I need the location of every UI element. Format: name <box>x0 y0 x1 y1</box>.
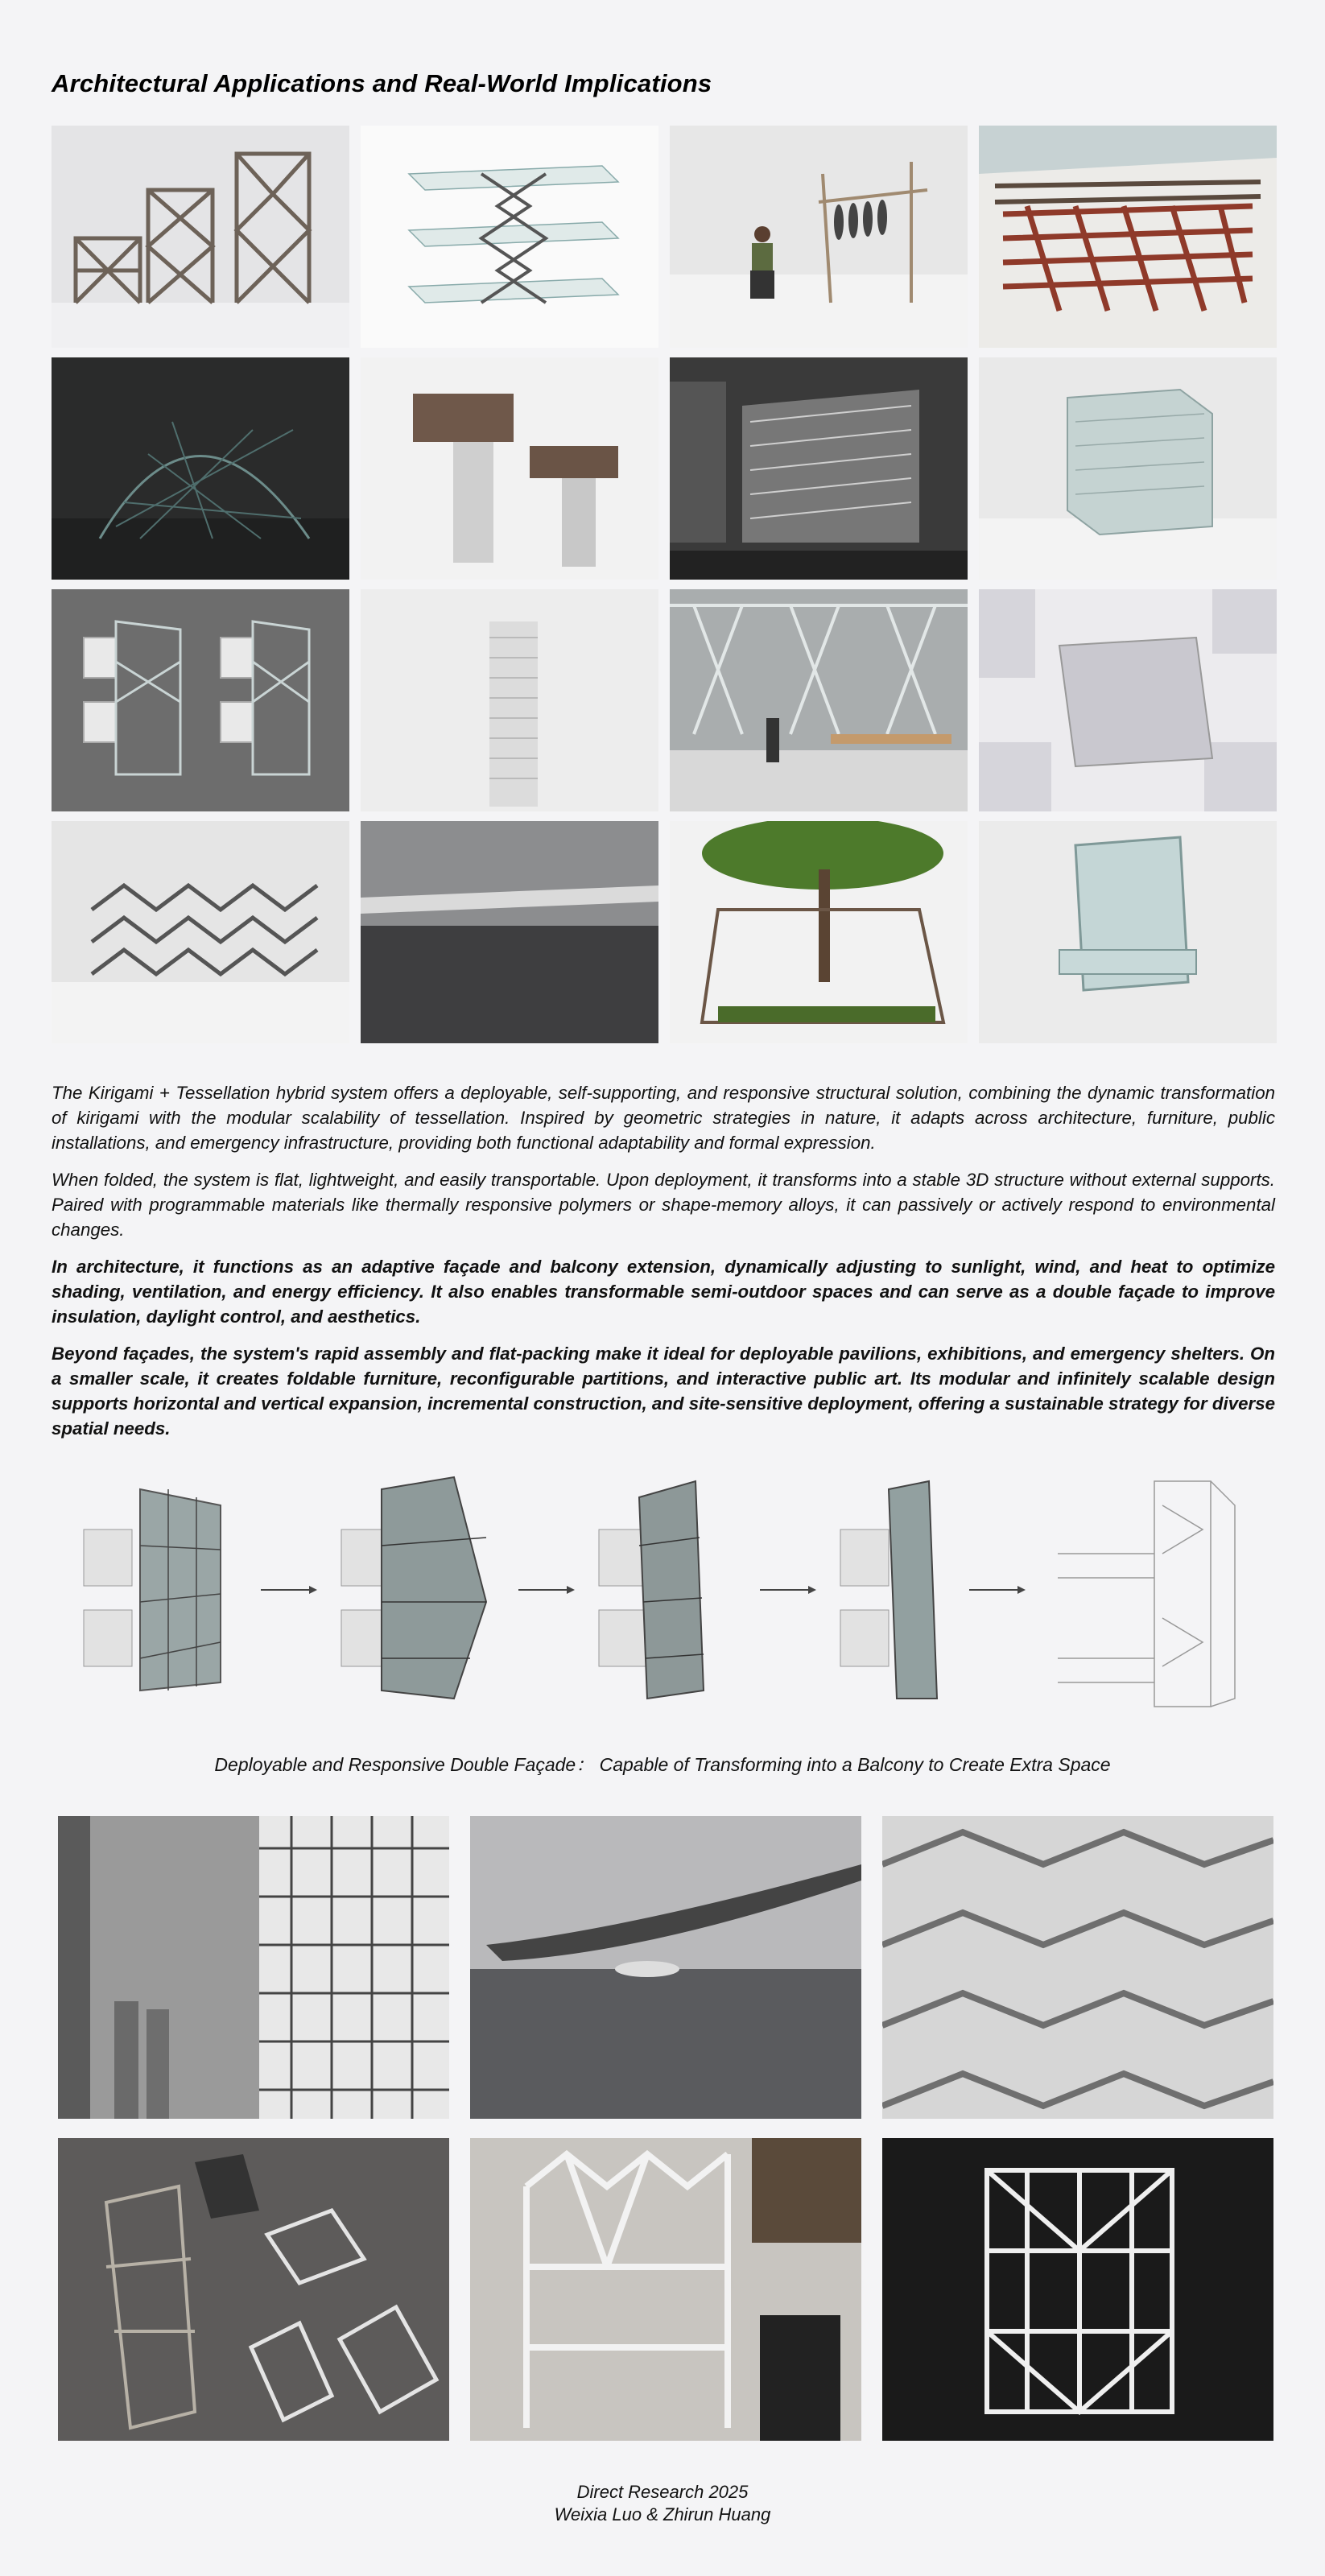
sequence-stage-1 <box>84 1489 221 1690</box>
arrow-icon-2 <box>518 1586 575 1594</box>
paragraph-beyond-facades: Beyond façades, the system's rapid assembly and flat-packing make it ideal for deployable pavilions, exhibitions, and emergency shelters. On a smaller scale, it creates foldable furniture, reconfigurable partitions, and interactive public art. Its modular and infinitely scalable design supports horizontal and vertical expansion, incremental construction, and site-sensitive deployment, offering a sustainable strategy for diverse spatial needs. <box>52 1344 1275 1439</box>
gallery-image-pillar-tables <box>361 357 658 580</box>
gallery-image-urban-aerial <box>979 589 1277 811</box>
gallery-image-night-facade <box>670 357 968 580</box>
gallery-image-tree-pavilion <box>670 821 968 1043</box>
gallery-image-glass-house <box>979 821 1277 1043</box>
footer-credits <box>0 2481 1325 2526</box>
gallery-image-red-structure <box>979 126 1277 348</box>
footer-program: Direct Research 2025 <box>576 2482 749 2502</box>
paragraph-architecture: In architecture, it functions as an adaptive façade and balcony extension, dynamically adjusting to sunlight, wind, and heat to optimize shading, ventilation, and energy efficiency. It also enables transformable semi-outdoor spaces and can serve as a double façade to improve insulation, daylight control, and aesthetics. <box>52 1257 1275 1327</box>
sequence-stage-5-section <box>1058 1481 1235 1707</box>
photo-bridge-render <box>470 1816 861 2119</box>
arrow-icon-1 <box>261 1586 317 1594</box>
gallery-image-kirigami-towers <box>52 126 349 348</box>
photo-physical-models-floor <box>58 2138 449 2441</box>
gallery-image-glass-table <box>361 126 658 348</box>
photo-gallery <box>58 1816 1273 2441</box>
gallery-image-white-tower <box>361 589 658 811</box>
paragraph-folding: When folded, the system is flat, lightweight, and easily transportable. Upon deployment, it transforms into a stable 3D structure without external supports. Paired with programmable materials like thermally responsive polymers or shape-memory alloys, it can passively or actively respond to environmental changes. <box>52 1170 1275 1240</box>
arrow-icon-3 <box>760 1586 816 1594</box>
photo-city-facade <box>58 1816 449 2119</box>
facade-deployment-sequence <box>52 1457 1275 1723</box>
sequence-stage-2 <box>341 1477 486 1699</box>
application-gallery <box>52 126 1278 1043</box>
gallery-image-balcony-modules <box>52 589 349 811</box>
paragraph-intro: The Kirigami + Tessellation hybrid system offers a deployable, self-supporting, and responsive structural solution, combining the dynamic transformation of kirigami with the modular scalability of tessellation. Inspired by geometric strategies in nature, it adapts across architecture, furniture, public installations, and emergency infrastructure, providing both functional adaptability and formal expression. <box>52 1083 1275 1153</box>
footer-authors: Weixia Luo & Zhirun Huang <box>554 2504 771 2524</box>
photo-white-model-black <box>882 2138 1273 2441</box>
arrow-icon-4 <box>969 1586 1026 1594</box>
photo-white-model-desk <box>470 2138 861 2441</box>
sequence-caption: Deployable and Responsive Double Façade： Capable of Transforming into a Balcony to Create Extra Space <box>214 1754 1111 1775</box>
gallery-image-bridge <box>361 821 658 1043</box>
gallery-image-dark-dome <box>52 357 349 580</box>
gallery-image-chevron-frame <box>52 821 349 1043</box>
sequence-stage-3 <box>599 1481 704 1699</box>
page-title: Architectural Applications and Real-World Implications <box>52 69 712 97</box>
sequence-stage-4 <box>840 1481 937 1699</box>
gallery-image-glass-cube <box>979 357 1277 580</box>
gallery-image-person-hanging <box>670 126 968 348</box>
photo-facade-closeup <box>882 1816 1273 2119</box>
gallery-image-office-interior <box>670 589 968 811</box>
